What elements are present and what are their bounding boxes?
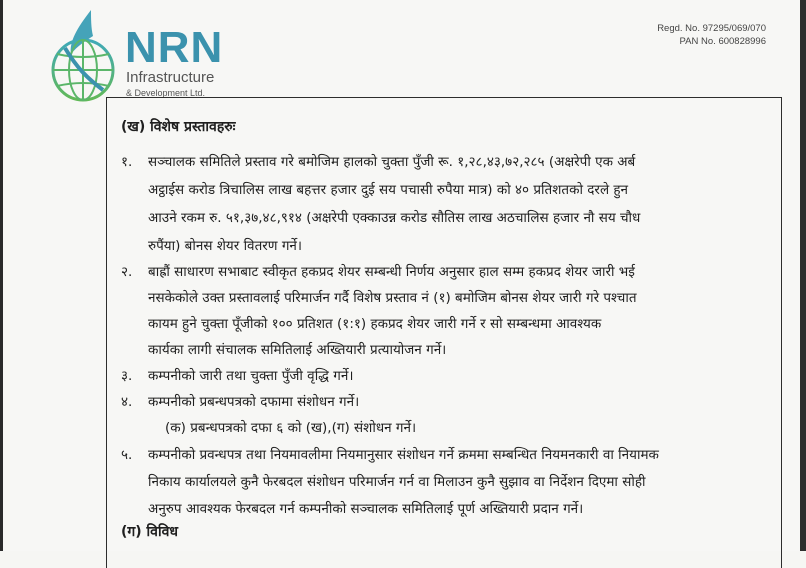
company-logo	[47, 8, 247, 106]
item-3-line-1: कम्पनीको जारी तथा चुक्ता पुँजी वृद्धि गर्ने।	[148, 368, 354, 384]
item-1-line-4: रुपैंया) बोनस शेयर वितरण गर्ने।	[148, 238, 303, 254]
brand-line-development: & Development Ltd.	[126, 88, 206, 98]
item-4-subitem-ka: (क) प्रबन्धपत्रको दफा ६ को (ख),(ग) संशोधन गर्ने।	[165, 420, 417, 436]
brand-wordmark: NRN	[125, 23, 224, 72]
item-2-line-1: बाह्रौं साधारण सभाबाट स्वीकृत हकप्रद शेयर सम्बन्धी निर्णय अनुसार हाल सम्म हकप्रद शेयर जारी भई	[148, 264, 635, 280]
item-5-line-2: निकाय कार्यालयले कुनै फेरबदल संशोधन परिमार्जन गर्न वा मिलाउन कुनै सुझाव वा निर्देशन दिएमा सोही	[148, 474, 646, 490]
item-number: २.	[121, 264, 133, 280]
item-number: ४.	[121, 394, 133, 410]
item-1-line-3: आउने रकम रु. ५१,३७,४८,९१४ (अक्षरेपी एक्काउन्न करोड सौतिस लाख अठचालिस हजार नौ सय चौध	[148, 210, 641, 226]
item-number: ३.	[121, 368, 133, 384]
brand-line-infrastructure: Infrastructure	[126, 69, 215, 86]
window-border-right	[800, 0, 806, 551]
section-heading-ga: (ग) विविध	[121, 524, 178, 540]
item-1-line-1: सञ्चालक समितिले प्रस्ताव गरे बमोजिम हालको चुक्ता पुँजी रू. १,२८,४३,७२,२८५ (अक्षरेपी एक अर्ब	[148, 154, 636, 170]
item-2-line-2: नसकेकोले उक्त प्रस्तावलाई परिमार्जन गर्दै विशेष प्रस्ताव नं (१) बमोजिम बोनस शेयर जारी गरे पश्चात	[148, 290, 637, 306]
item-2-line-4: कार्यका लागी संचालक समितिलाई अख्तियारी प्रत्यायोजन गर्ने।	[148, 342, 447, 358]
item-5-line-3: अनुरुप आवश्यक फेरबदल गर्न कम्पनीको सञ्चालक समितिलाई पूर्ण अख्तियारी प्रदान गर्ने।	[148, 501, 584, 517]
item-5-line-1: कम्पनीको प्रवन्धपत्र तथा नियमावलीमा नियमानुसार संशोधन गर्ने क्रममा सम्बन्धित नियमनकारी वा नियामक	[148, 447, 659, 463]
item-2-line-3: कायम हुने चुक्ता पूँजीको १०० प्रतिशत (१:१) हकप्रद शेयर जारी गर्ने र सो सम्बन्धमा आवश्यक	[148, 316, 602, 332]
registration-info	[657, 22, 766, 48]
document-page	[3, 0, 800, 551]
item-number: १.	[121, 154, 133, 170]
item-1-line-2: अट्ठाईस करोड त्रिचालिस लाख बहत्तर हजार दुई सय पचासी रुपैया मात्र) को ४० प्रतिशतको दरले हुन	[148, 182, 629, 198]
section-heading-kha: (ख) विशेष प्रस्तावहरुः	[121, 119, 236, 135]
item-number: ५.	[121, 447, 133, 463]
globe-leaf-icon	[47, 8, 127, 106]
item-4-line-1: कम्पनीको प्रबन्धपत्रको दफामा संशोधन गर्ने।	[148, 394, 360, 410]
pan-number: PAN No. 600828996	[679, 36, 766, 47]
regd-number: Regd. No. 97295/069/070	[657, 23, 766, 34]
